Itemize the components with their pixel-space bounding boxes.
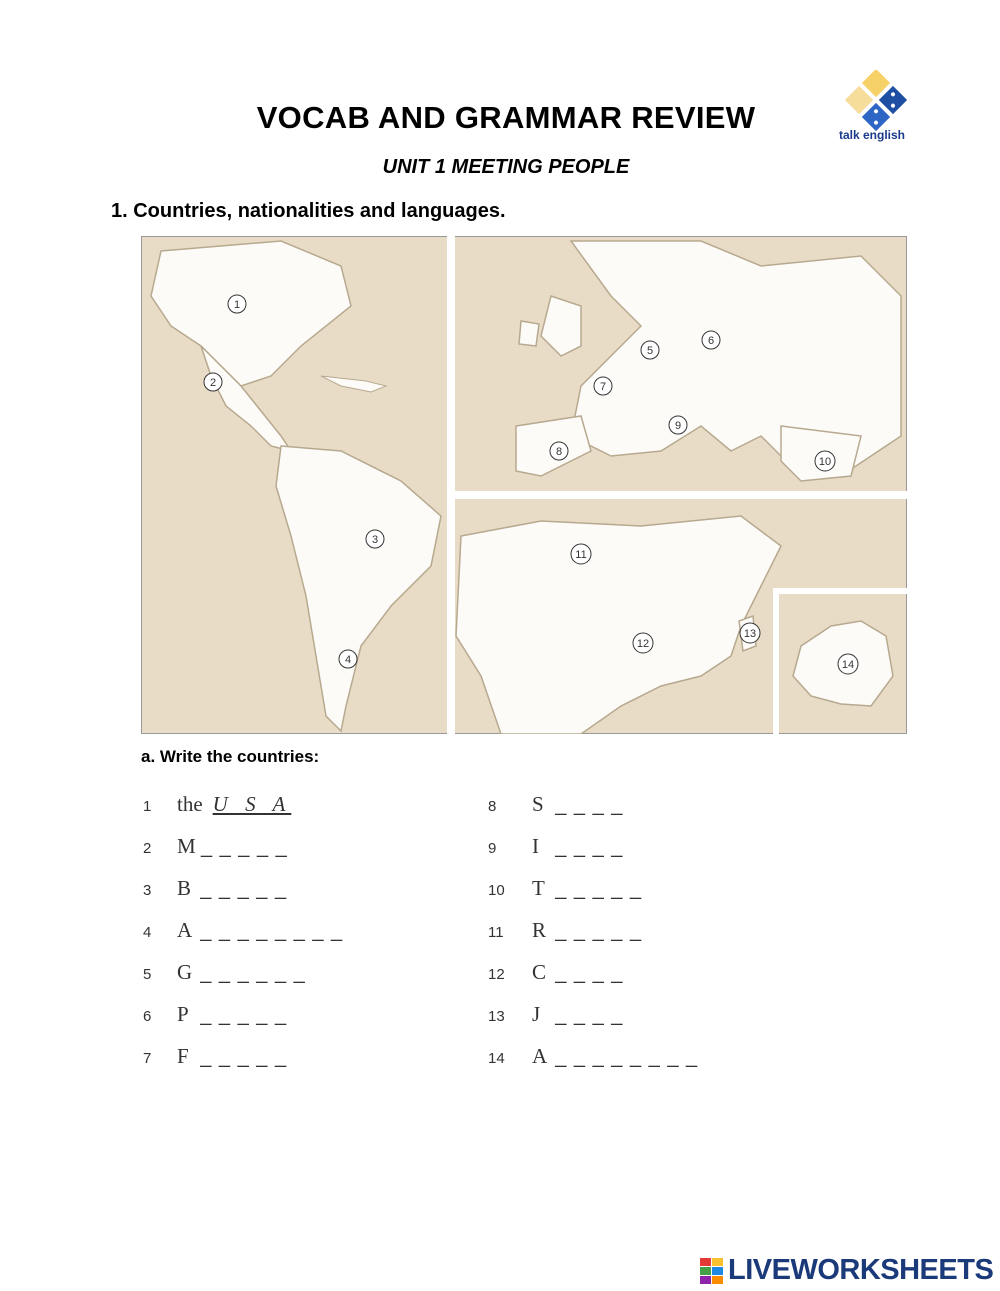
page-title: VOCAB AND GRAMMAR REVIEW [256, 100, 756, 135]
item-number: 4 [143, 924, 152, 941]
item-prefix: S [532, 792, 544, 816]
answer-blank[interactable]: _ _ _ _ _ [200, 1004, 288, 1026]
answer-blank[interactable]: _ _ _ _ _ [555, 878, 643, 900]
item-prefix: I [532, 834, 539, 858]
item-prefix: J [532, 1002, 541, 1026]
svg-text:14: 14 [841, 659, 855, 671]
svg-text:11: 11 [575, 549, 587, 561]
item-number: 8 [488, 798, 497, 815]
svg-text:9: 9 [674, 420, 682, 432]
exercise-instruction: a. Write the countries: [141, 747, 320, 766]
country-item-6 [143, 1000, 287, 1028]
item-number: 2 [143, 840, 152, 857]
map-marker-8 [550, 442, 568, 460]
logo-text: talk english [838, 128, 906, 142]
country-item-12 [488, 958, 623, 986]
svg-text:10: 10 [818, 456, 832, 468]
item-prefix: B [177, 876, 192, 900]
item-prefix: A [532, 1044, 548, 1068]
map-marker-4 [339, 650, 357, 668]
answer-blank[interactable]: _ _ _ _ _ [200, 836, 288, 858]
svg-text:3: 3 [371, 534, 379, 546]
svg-text:6: 6 [707, 335, 715, 347]
section-heading: 1. Countries, nationalities and languages. [111, 200, 506, 222]
map-marker-1 [228, 295, 246, 313]
country-item-9 [488, 832, 623, 860]
answer-blank[interactable]: _ _ _ _ [555, 962, 624, 984]
item-prefix: T [532, 876, 545, 900]
item-prefix: M [177, 834, 196, 858]
answer-blank[interactable]: _ _ _ _ _ [555, 920, 643, 942]
map-marker-10 [815, 451, 835, 471]
page-subtitle: UNIT 1 MEETING PEOPLE [382, 156, 630, 178]
item-number: 1 [143, 798, 152, 815]
country-item-10 [488, 874, 642, 902]
item-number: 3 [143, 882, 152, 899]
item-prefix: the [177, 792, 203, 816]
item-number: 12 [488, 966, 505, 983]
answer-blank[interactable]: _ _ _ _ [555, 836, 624, 858]
item-number: 10 [488, 882, 505, 899]
country-item-14 [488, 1042, 698, 1070]
answer-blank[interactable]: _ _ _ _ _ _ [200, 962, 306, 984]
map-marker-11 [571, 544, 591, 564]
item-answer: U S A [212, 792, 292, 816]
map-marker-6 [702, 331, 720, 349]
country-item-5 [143, 958, 306, 986]
item-number: 13 [488, 1008, 505, 1025]
answer-blank[interactable]: _ _ _ _ _ _ _ _ [555, 1046, 699, 1068]
country-item-4 [143, 916, 343, 944]
map-marker-9 [669, 416, 687, 434]
item-number: 5 [143, 966, 152, 983]
item-number: 7 [143, 1050, 152, 1067]
map-marker-7 [594, 377, 612, 395]
item-prefix: R [532, 918, 547, 942]
svg-text:7: 7 [599, 381, 607, 393]
map-marker-13 [740, 623, 760, 643]
item-prefix: G [177, 960, 193, 984]
answer-blank[interactable]: _ _ _ _ [555, 1004, 624, 1026]
svg-text:12: 12 [636, 638, 650, 650]
country-item-7 [143, 1042, 287, 1070]
svg-text:1: 1 [233, 299, 241, 311]
country-item-8 [488, 790, 623, 818]
answer-blank[interactable]: _ _ _ _ _ [200, 878, 288, 900]
liveworksheets-brand[interactable]: LIVEWORKSHEETS [728, 1254, 994, 1286]
answer-blank[interactable]: _ _ _ _ _ [200, 1046, 288, 1068]
item-number: 9 [488, 840, 497, 857]
answer-blank[interactable]: _ _ _ _ [555, 794, 624, 816]
liveworksheets-icon [700, 1258, 724, 1284]
svg-text:5: 5 [646, 345, 654, 357]
map-marker-12 [633, 633, 653, 653]
country-item-3 [143, 874, 287, 902]
world-map [141, 236, 907, 734]
svg-text:4: 4 [344, 654, 352, 666]
map-marker-14 [838, 654, 858, 674]
item-number: 6 [143, 1008, 152, 1025]
map-marker-5 [641, 341, 659, 359]
item-prefix: C [532, 960, 547, 984]
item-prefix: F [177, 1044, 189, 1068]
map-marker-3 [366, 530, 384, 548]
country-item-11 [488, 916, 642, 944]
item-number: 11 [488, 924, 504, 941]
svg-text:8: 8 [555, 446, 563, 458]
country-item-13 [488, 1000, 623, 1028]
answer-blank[interactable]: _ _ _ _ _ _ _ _ [200, 920, 344, 942]
svg-text:2: 2 [209, 377, 217, 389]
svg-text:13: 13 [743, 628, 757, 640]
item-prefix: A [177, 918, 193, 942]
item-prefix: P [177, 1002, 189, 1026]
map-marker-2 [204, 373, 222, 391]
item-number: 14 [488, 1050, 505, 1067]
country-item-1 [143, 790, 291, 818]
country-item-2 [143, 832, 288, 860]
